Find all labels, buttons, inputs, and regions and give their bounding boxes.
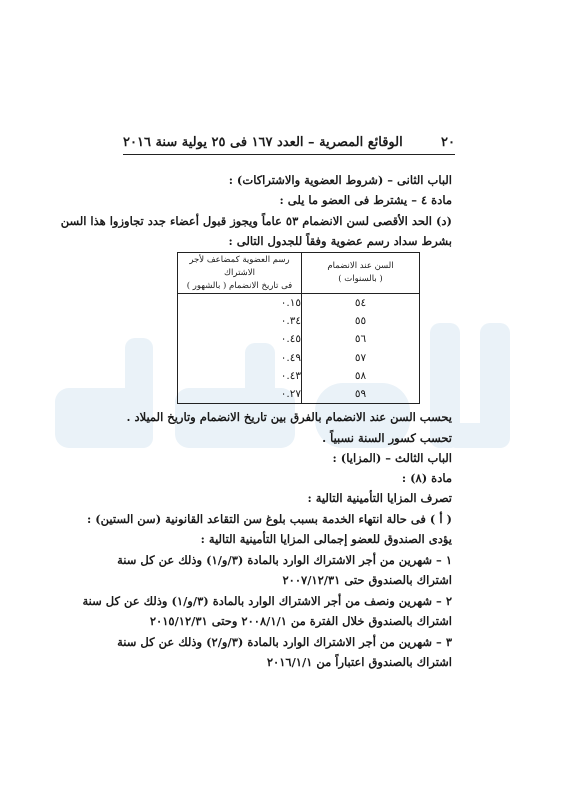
year-fractions-note: تحسب كسور السنة نسبياً . (322, 431, 452, 445)
membership-fee-table (177, 252, 420, 404)
fee-cell: ٠.٤٩ (178, 348, 302, 366)
fee-cell: ٠.٢٧ (178, 385, 302, 404)
page-number: ٢٠ (441, 135, 455, 150)
fee-cell: ٠.٤٣ (178, 367, 302, 385)
chapter3-title: الباب الثالث – (المزايا) : (332, 451, 452, 465)
benefits-intro: تصرف المزايا التأمينية التالية : (307, 491, 452, 505)
header-age-line2: ( بالسنوات ) (338, 274, 383, 284)
header-fee-line1: رسم العضوية كمضاعف لأجر الاشتراك (189, 254, 290, 278)
fee-cell: ٠.٤٥ (178, 330, 302, 348)
age-cell: ٥٩ (302, 385, 420, 404)
item2-line2: اشتراك بالصندوق خلال الفترة من ٢٠٠٨/١/١ وحتى ٢٠١٥/١٢/٣١ (149, 614, 452, 628)
age-calculation-note: يحسب السن عند الانضمام بالفرق بين تاريخ الانضمام وتاريخ الميلاد . (126, 410, 452, 424)
age-cell: ٥٦ (302, 330, 420, 348)
article8-heading: مادة (٨) : (401, 471, 452, 485)
age-cell: ٥٧ (302, 348, 420, 366)
header-age-line1: السن عند الانضمام (327, 261, 394, 271)
fund-pays-heading: يؤدى الصندوق للعضو إجمالى المزايا التأمينية التالية : (200, 532, 452, 546)
fee-cell: ٠.١٥ (178, 294, 302, 313)
age-cell: ٥٨ (302, 367, 420, 385)
table-row (178, 348, 420, 366)
table-row (178, 367, 420, 385)
table-row (178, 312, 420, 330)
article4-heading: مادة ٤ – يشترط فى العضو ما يلى : (279, 193, 452, 207)
item3-line1: ٣ – شهرين من أجر الاشتراك الوارد بالمادة (٣/و/٢) وذلك عن كل سنة (117, 635, 452, 649)
item1-line1: ١ – شهرين من أجر الاشتراك الوارد بالمادة (٣/و/١) وذلك عن كل سنة (117, 553, 452, 567)
header-title: الوقائع المصرية – العدد ١٦٧ فى ٢٥ يولية سنة ٢٠١٦ (123, 135, 403, 150)
table-header-fee (178, 253, 302, 294)
item2-line1: ٢ – شهرين ونصف من أجر الاشتراك الوارد بالمادة (٣/و/١) وذلك عن كل سنة (82, 594, 452, 608)
table-row (178, 294, 420, 313)
item1-line2: اشتراك بالصندوق حتى ٢٠٠٧/١٢/٣١ (282, 573, 452, 587)
chapter2-title: الباب الثانى – (شروط العضوية والاشتراكات) : (228, 173, 452, 187)
table-row (178, 385, 420, 404)
page-header (123, 130, 455, 150)
age-cell: ٥٤ (302, 294, 420, 313)
table-header-row (178, 253, 420, 294)
table-header-age (302, 253, 420, 294)
clause-d-line2: بشرط سداد رسم عضوية وفقاً للجدول التالى : (228, 234, 452, 248)
fee-cell: ٠.٣٤ (178, 312, 302, 330)
header-fee-line2: فى تاريخ الانضمام ( بالشهور ) (186, 280, 293, 291)
clause-d-line1: (د) الحد الأقصى لسن الانضمام ٥٣ عاماً ويجوز قبول أعضاء جدد تجاوزوا هذا السن (60, 214, 452, 228)
header-rule (123, 154, 455, 155)
item3-line2: اشتراك بالصندوق اعتباراً من ٢٠١٦/١/١ (266, 655, 452, 669)
table-row (178, 330, 420, 348)
age-cell: ٥٥ (302, 312, 420, 330)
clause-a: ( أ ) فى حالة انتهاء الخدمة بسبب بلوغ سن التقاعد القانونية (سن الستين) : (86, 512, 452, 526)
